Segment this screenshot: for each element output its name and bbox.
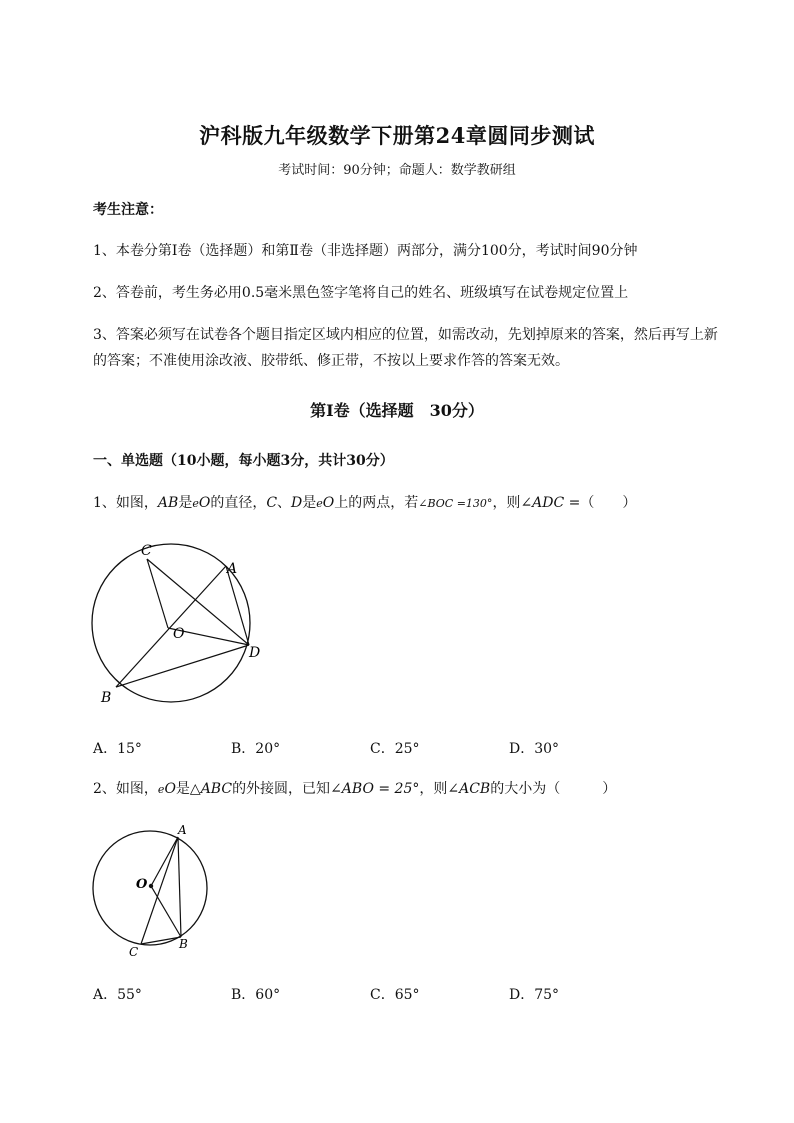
notice-item-1: 1、本卷分第Ⅰ卷（选择题）和第Ⅱ卷（非选择题）两部分，满分100分，考试时间90分钟: [93, 243, 638, 259]
notice-heading: 考生注意：: [93, 202, 163, 218]
segment-co: [147, 559, 168, 628]
circle-o: [93, 831, 207, 945]
question-1-figure: [85, 535, 275, 710]
label-b: B: [179, 937, 188, 951]
label-o: O: [136, 877, 148, 892]
center-point: [149, 884, 153, 888]
label-a: A: [227, 561, 238, 577]
q1-option-d[interactable]: D．30°: [509, 741, 560, 757]
question-2-figure: [85, 820, 215, 960]
part-heading: 一、单选题（10小题，每小题3分，共计30分）: [93, 453, 394, 469]
section-title: 第Ⅰ卷（选择题 30分）: [310, 401, 484, 420]
q2-option-d[interactable]: D．75°: [509, 987, 560, 1003]
q1-option-b[interactable]: B．20°: [231, 741, 281, 757]
page-subtitle: 考试时间：90分钟；命题人：数学教研组: [278, 163, 516, 178]
label-c: C: [141, 543, 152, 559]
label-d: D: [249, 645, 261, 661]
notice-item-2: 2、答卷前，考生务必用0.5毫米黑色签字笔将自己的姓名、班级填写在试卷规定位置上: [93, 285, 629, 301]
q2-option-c[interactable]: C．65°: [370, 987, 420, 1003]
q1-option-c[interactable]: C．25°: [370, 741, 420, 757]
label-b: B: [101, 690, 112, 706]
question-1-stem: 1、如图，AB是eO的直径，C、D是eO上的两点，若∠BOC =130°，则∠ADC =（ ）: [93, 495, 637, 511]
q2-option-a[interactable]: A．55°: [93, 987, 142, 1003]
q2-option-b[interactable]: B．60°: [231, 987, 281, 1003]
segment-ab: [178, 837, 181, 937]
q1-option-a[interactable]: A．15°: [93, 741, 142, 757]
segment-ab: [116, 566, 226, 687]
page-title: 沪科版九年级数学下册第24章圆同步测试: [199, 123, 595, 148]
notice-item-3-line-2: 的答案；不准使用涂改液、胶带纸、修正带，不按以上要求作答的答案无效。: [93, 353, 569, 369]
segment-ob: [151, 886, 181, 937]
segment-ad: [226, 566, 249, 645]
segment-bd: [116, 645, 249, 687]
segment-oa: [151, 837, 178, 886]
label-a: A: [178, 823, 187, 837]
label-c: C: [129, 945, 139, 959]
notice-item-3-line-1: 3、答案必须写在试卷各个题目指定区域内相应的位置，如需改动，先划掉原来的答案，然后再写上新: [93, 327, 718, 343]
question-2-stem: 2、如图，eO是△ABC的外接圆，已知∠ABO = 25°，则∠ACB的大小为（ ）: [93, 781, 617, 797]
label-o: O: [173, 626, 185, 642]
segment-cb: [141, 937, 181, 944]
